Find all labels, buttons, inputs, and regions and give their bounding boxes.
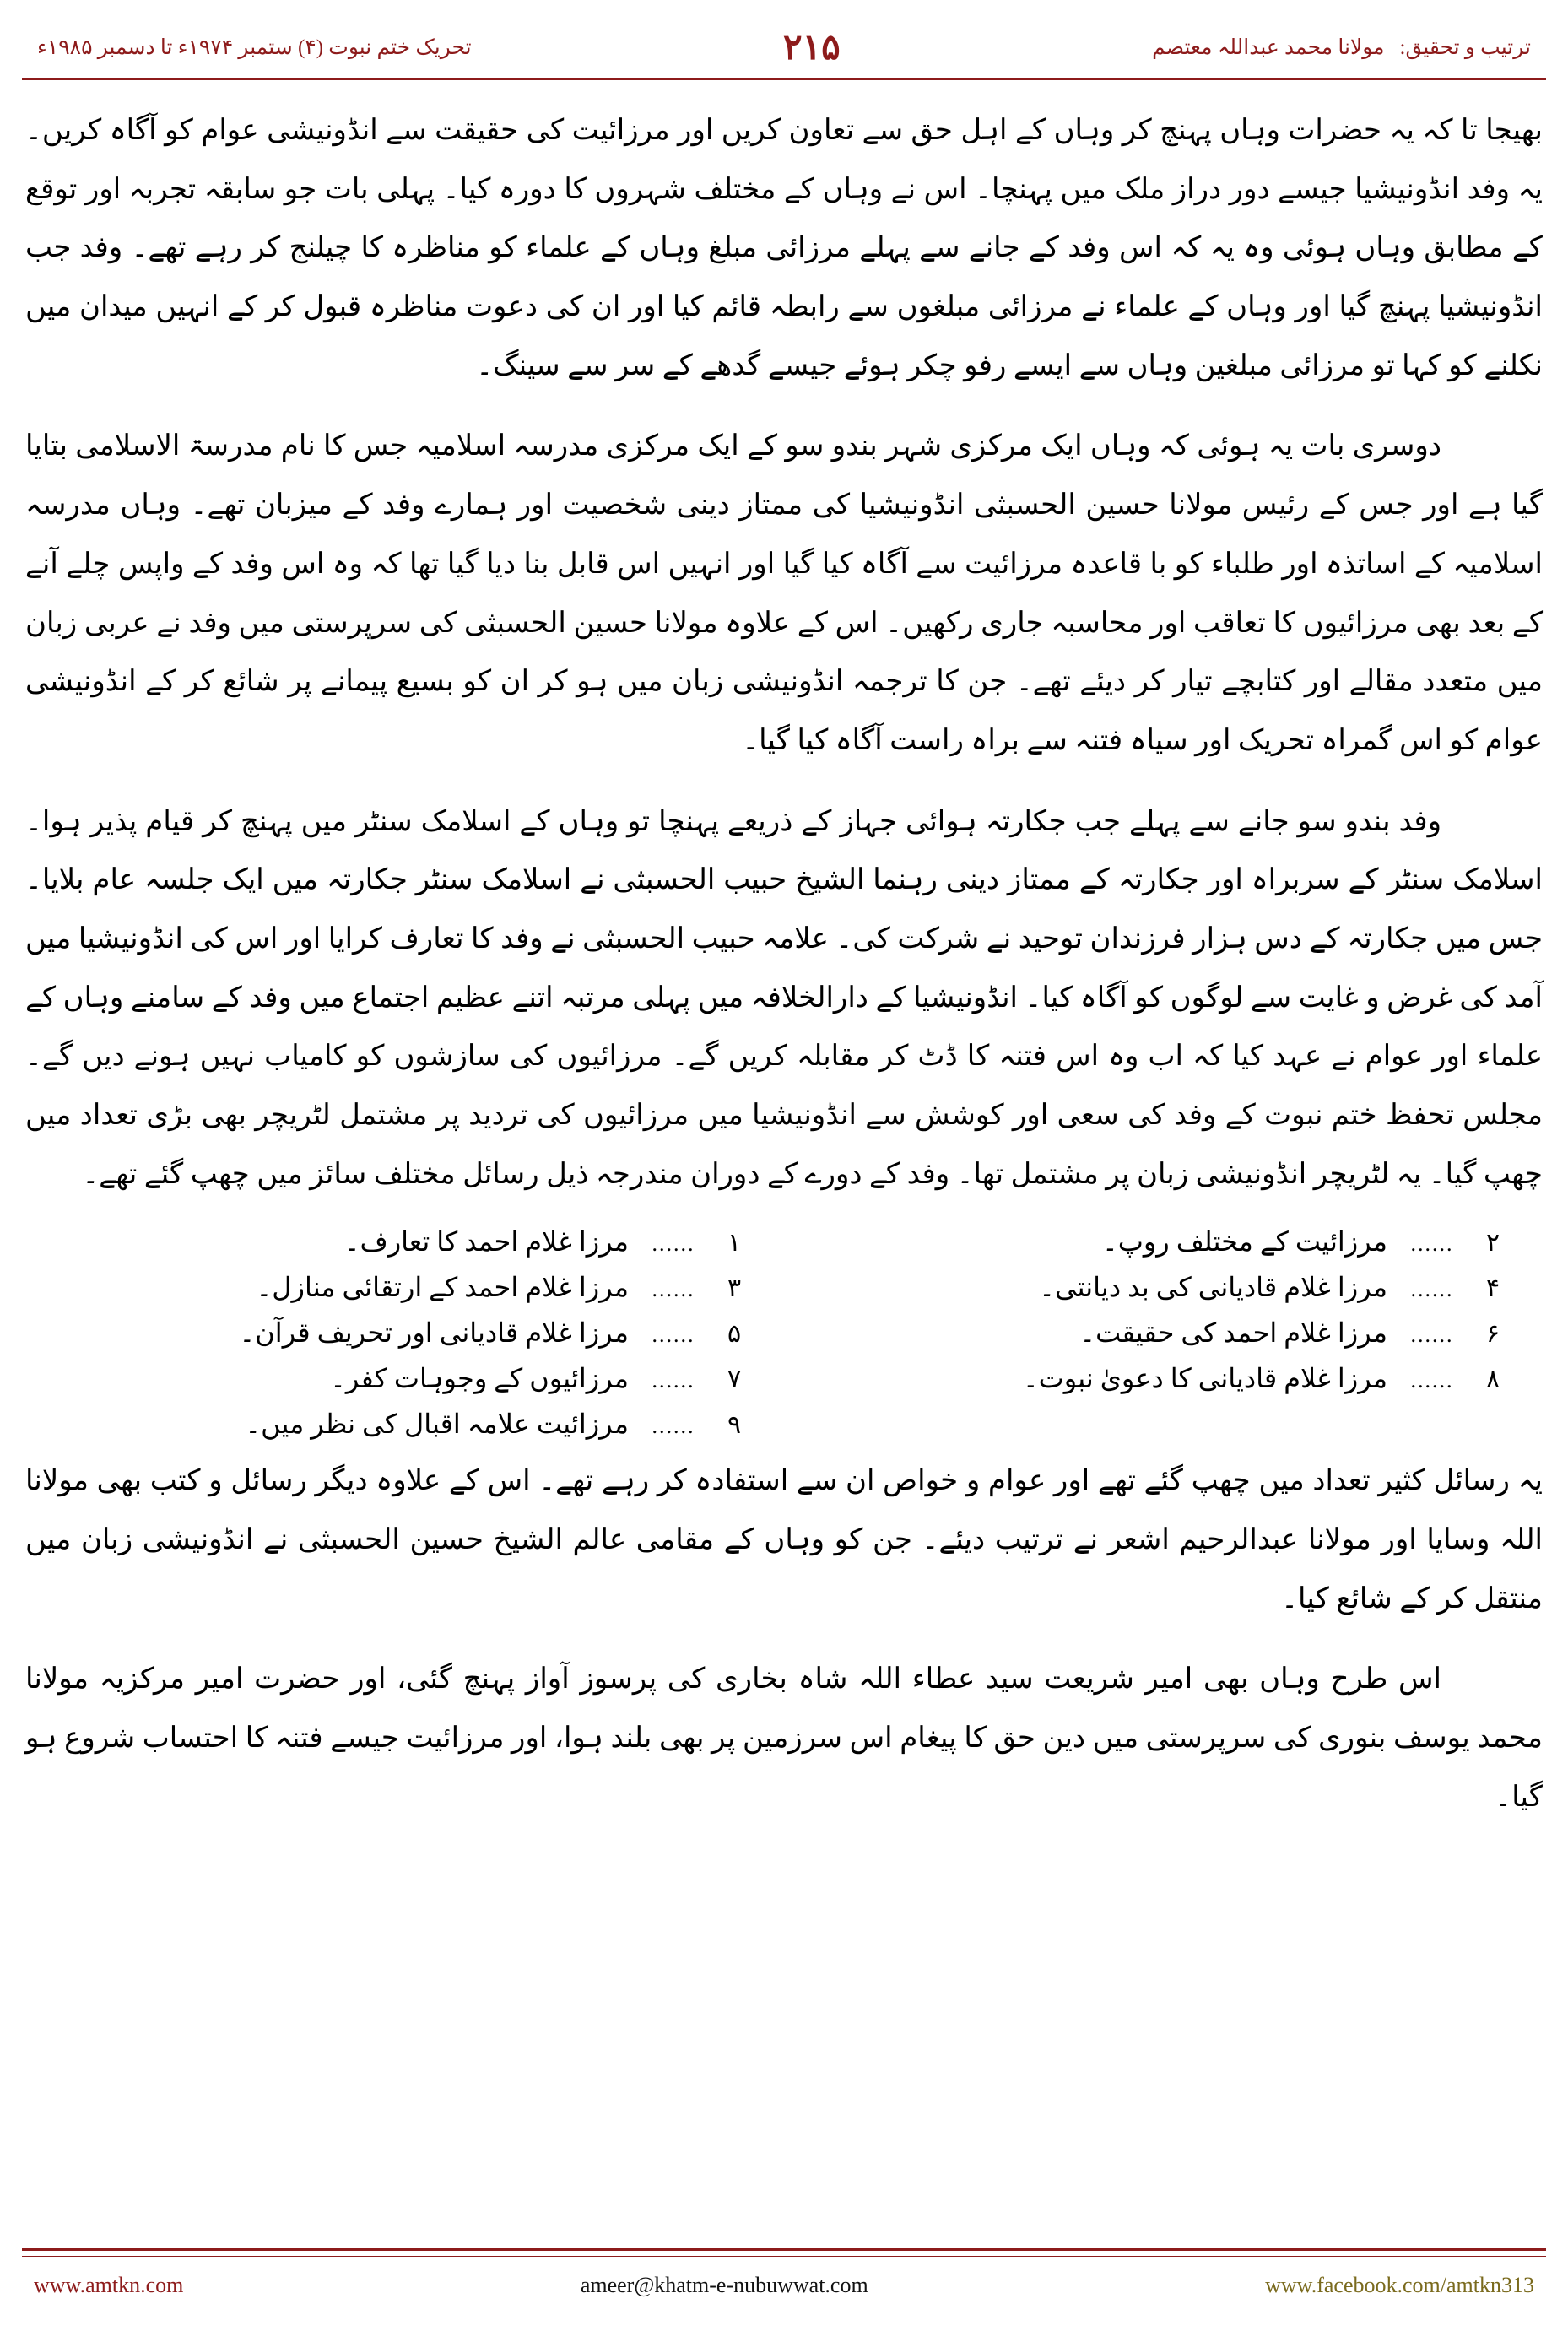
list-item-number: ۷	[727, 1366, 742, 1394]
list-item-title: مرزا غلام احمد کے ارتقائی منازل۔	[256, 1272, 629, 1303]
list-item-title: مرزائیوں کے وجوہات کفر۔	[330, 1363, 629, 1394]
page-header	[0, 22, 1568, 73]
paragraph-3: وفد بندو سو جانے سے پہلے جب جکارتہ ہوائی جہاز کے ذریعے پہنچا تو وہاں کے اسلامک سنٹر میں پہنچ کر قیام پذیر ہوا۔ اسلامک سنٹر کے سربراہ اور جکارتہ کے ممتاز دینی رہنما الشیخ حبیب الحسبثی نے اسلامک سنٹر جکارتہ میں ایک جلسہ عام بلایا۔ جس میں جکارتہ کے دس ہزار فرزندان توحید نے شرکت کی۔ علامہ حبیب الحسبثی نے وفد کا تعارف کرایا اور اس کی انڈونیشیا میں آمد کی غرض و غایت سے لوگوں کو آگاہ کیا۔ انڈونیشیا کے دارالخلافہ میں پہلی مرتبہ اتنے عظیم اجتماع میں وفد کے سامنے وہاں کے علماء اور عوام نے عہد کیا کہ اب وہ اس فتنہ کا ڈٹ کر مقابلہ کریں گے۔ مرزائیوں کی سازشوں کو کامیاب نہیں ہونے دیں گے۔ مجلس تحفظ ختم نبوت کے وفد کی سعی اور کوشش سے انڈونیشیا میں مرزائیوں کی تردید پر مشتمل لٹریچر بھی بڑی تعداد میں چھپ گیا۔ یہ لٹریچر انڈونیشی زبان پر مشتمل تھا۔ وفد کے دورے کے دوران مندرجہ ذیل رسائل مختلف سائز میں چھپ گئے تھے۔	[25, 805, 1543, 1190]
list-item	[25, 1362, 784, 1394]
list-item-number: ۹	[727, 1411, 742, 1440]
list-item-number: ۲	[1485, 1229, 1500, 1258]
list-item-title: مرزا غلام احمد کی حقیقت۔	[1079, 1317, 1387, 1349]
list-item-number: ۳	[727, 1274, 742, 1303]
list-item	[25, 1317, 784, 1349]
header-editor-label: ترتیب و تحقیق:	[1399, 36, 1531, 59]
list-item	[25, 1408, 784, 1440]
list-item-dots: ......	[652, 1368, 695, 1393]
header-editor-name: مولانا محمد عبداللہ معتصم	[1152, 36, 1385, 59]
list-item-title: مرزا غلام احمد کا تعارف۔	[343, 1226, 629, 1258]
list-item-title: مرزا غلام قادیانی کی بد دیانتی۔	[1039, 1272, 1387, 1303]
header-book-title: تحریک ختم نبوت (۴) ستمبر ۱۹۷۴ء تا دسمبر ۱۹۸۵ء	[37, 36, 472, 59]
header-rule-thick	[22, 78, 1546, 80]
footer-website-link[interactable]: www.amtkn.com	[34, 2273, 184, 2297]
footer-email-link[interactable]: ameer@khatm-e-nubuwwat.com	[580, 2273, 868, 2297]
list-item-number: ۱	[727, 1229, 742, 1258]
list-item	[784, 1271, 1543, 1303]
list-item-dots: ......	[652, 1322, 695, 1348]
list-item-number: ۴	[1485, 1274, 1500, 1303]
list-item-number: ۸	[1485, 1366, 1500, 1394]
list-item	[784, 1362, 1543, 1394]
footer-rule-thick	[22, 2248, 1546, 2251]
list-row	[25, 1317, 1543, 1349]
list-item-dots: ......	[1410, 1231, 1454, 1257]
paragraph-5: اس طرح وہاں بھی امیر شریعت سید عطاء اللہ شاہ بخاری کی پرسوز آواز پہنچ گئی، اور حضرت امیر مرکزیہ مولانا محمد یوسف بنوری کی سرپرستی میں دین حق کا پیغام اس سرزمین پر بھی بلند ہوا، اور مرزائیت جیسے فتنہ کا احتساب شروع ہو گیا۔	[25, 1663, 1544, 1813]
list-row	[25, 1225, 1543, 1258]
list-item-title: مرزا غلام قادیانی اور تحریف قرآن۔	[239, 1317, 629, 1349]
list-item-dots: ......	[1410, 1322, 1454, 1348]
list-item-title: مرزا غلام قادیانی کا دعویٰ نبوت۔	[1022, 1363, 1387, 1394]
list-item-number: ۵	[727, 1320, 742, 1349]
list-item-dots: ......	[1410, 1368, 1454, 1393]
list-item	[25, 1271, 784, 1303]
page-content	[25, 101, 1543, 2215]
list-item-title: مرزائیت علامہ اقبال کی نظر میں۔	[245, 1409, 629, 1440]
page-number: ۲۱۵	[783, 29, 841, 68]
list-item-title: مرزائیت کے مختلف روپ۔	[1101, 1226, 1387, 1258]
list-row	[25, 1271, 1543, 1303]
list-item-dots: ......	[652, 1277, 695, 1302]
list-row	[25, 1362, 1543, 1394]
list-item-dots: ......	[1410, 1277, 1454, 1302]
footer-facebook-link[interactable]: www.facebook.com/amtkn313	[1265, 2273, 1534, 2297]
list-item-dots: ......	[652, 1231, 695, 1257]
list-row	[25, 1408, 1543, 1440]
list-item	[784, 1225, 1543, 1258]
paragraph-1: بھیجا تا کہ یہ حضرات وہاں پہنچ کر وہاں کے اہل حق سے تعاون کریں اور مرزائیت کی حقیقت سے انڈونیشی عوام کو آگاہ کریں۔ یہ وفد انڈونیشیا جیسے دور دراز ملک میں پہنچا۔ اس نے وہاں کے مختلف شہروں کا دورہ کیا۔ پہلی بات جو سابقہ تجربہ اور توقع کے مطابق وہاں ہوئی وہ یہ کہ اس وفد کے جانے سے پہلے مرزائی مبلغ وہاں کے علماء کو مناظرہ کا چیلنج کر رہے تھے۔ وفد جب انڈونیشیا پہنچ گیا اور وہاں کے علماء نے مرزائی مبلغوں سے رابطہ قائم کیا اور ان کی دعوت مناظرہ قبول کر کے انہیں میدان میں نکلنے کو کہا تو مرزائی مبلغین وہاں سے ایسے رفو چکر ہوئے جیسے گدھے کے سر سے سینگ۔	[25, 115, 1543, 381]
paragraph-4: یہ رسائل کثیر تعداد میں چھپ گئے تھے اور عوام و خواص ان سے استفادہ کر رہے تھے۔ اس کے علاوہ دیگر رسائل و کتب بھی مولانا اللہ وسایا اور مولانا عبدالرحیم اشعر نے ترتیب دیئے۔ جن کو وہاں کے مقامی عالم الشیخ حسین الحسبثی نے انڈونیشی زبان میں منتقل کر کے شائع کیا۔	[25, 1465, 1543, 1615]
list-item-dots: ......	[652, 1414, 695, 1439]
footer-rule-thin	[22, 2256, 1546, 2257]
booklet-list	[25, 1225, 1543, 1440]
paragraph-2: دوسری بات یہ ہوئی کہ وہاں ایک مرکزی شہر بندو سو کے ایک مرکزی مدرسہ اسلامیہ جس کا نام مدرسۃ الاسلامی بتایا گیا ہے اور جس کے رئیس مولانا حسین الحسبثی انڈونیشیا کی ممتاز دینی شخصیت اور ہمارے وفد کے میزبان تھے۔ وہاں مدرسہ اسلامیہ کے اساتذہ اور طلباء کو با قاعدہ مرزائیت سے آگاہ کیا گیا اور انہیں اس قابل بنا دیا گیا تھا کہ وہ اس وفد کے واپس چلے آنے کے بعد بھی مرزائیوں کا تعاقب اور محاسبہ جاری رکھیں۔ اس کے علاوہ مولانا حسین الحسبثی کی سرپرستی میں وفد نے عربی زبان میں متعدد مقالے اور کتابچے تیار کر دیئے تھے۔ جن کا ترجمہ انڈونیشی زبان میں ہو کر ان کو بسیع پیمانے پر شائع کر کے انڈونیشی عوام کو اس گمراہ تحریک اور سیاہ فتنہ سے براہ راست آگاہ کیا گیا۔	[25, 430, 1543, 756]
list-item	[25, 1225, 784, 1258]
list-item	[784, 1317, 1543, 1349]
list-item-number: ۶	[1485, 1320, 1500, 1349]
page-footer	[34, 2266, 1534, 2305]
header-editor-credit	[1152, 35, 1531, 60]
